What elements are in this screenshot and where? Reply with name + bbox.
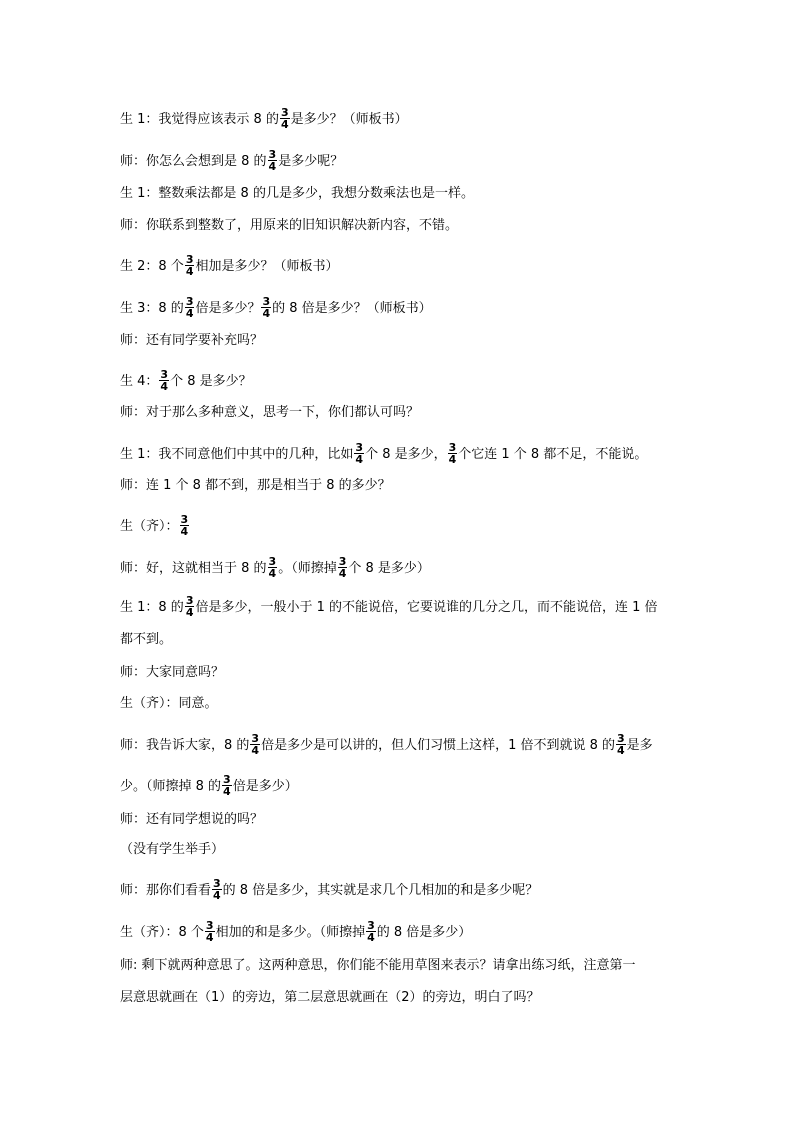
line-text: 生 4： xyxy=(120,374,159,389)
fraction-denominator: 4 xyxy=(338,567,347,580)
dialogue-line xyxy=(120,958,636,974)
line-text: 个 8 是多少） xyxy=(348,561,430,576)
dialogue-line xyxy=(120,879,538,902)
dialogue-line xyxy=(120,186,474,202)
line-text: 生 3：8 的 xyxy=(120,301,184,316)
fraction-three-quarters xyxy=(616,733,626,756)
line-text: 是多少呢？ xyxy=(278,154,344,169)
fraction-three-quarters xyxy=(205,920,215,943)
line-text: 倍是多少，一般小于 1 的不能说倍，它要说谁的几分之几，而不能说倍，连 1 倍 xyxy=(195,600,658,615)
dialogue-line xyxy=(120,696,218,712)
dialogue-line xyxy=(120,405,419,421)
line-text: 师：你联系到整数了，用原来的旧知识解决新内容，不错。 xyxy=(120,218,459,233)
fraction-denominator: 4 xyxy=(213,889,221,902)
dialogue-line xyxy=(120,734,653,757)
fraction-denominator: 4 xyxy=(185,606,194,619)
fraction-three-quarters xyxy=(159,369,169,392)
fraction-denominator: 4 xyxy=(617,744,625,757)
line-text: 的 8 倍是多少，其实就是求几个几相加的和是多少呢？ xyxy=(222,883,539,898)
fraction-three-quarters xyxy=(268,149,278,172)
fraction-denominator: 4 xyxy=(223,785,231,798)
fraction-denominator: 4 xyxy=(180,525,189,538)
fraction-three-quarters xyxy=(354,442,364,465)
line-text: 倍是多少） xyxy=(232,779,298,794)
line-text: 生 1：我觉得应该表示 8 的 xyxy=(120,112,279,127)
fraction-numerator: 3 xyxy=(185,594,194,607)
fraction-three-quarters xyxy=(180,514,190,537)
fraction-denominator: 4 xyxy=(268,160,277,173)
dialogue-line xyxy=(120,812,263,828)
line-text: 师：连 1 个 8 都不到，那是相当于 8 的多少？ xyxy=(120,478,391,493)
dialogue-line xyxy=(120,515,190,538)
fraction-numerator: 3 xyxy=(268,555,277,568)
line-text: 个 8 是多少， xyxy=(365,447,447,462)
dialogue-line xyxy=(120,775,298,798)
fraction-numerator: 3 xyxy=(280,106,289,119)
line-text: 生（齐）： xyxy=(120,519,179,534)
line-text: 的 8 倍是多少？（师板书） xyxy=(272,301,432,316)
line-text: 生（齐）：8 个 xyxy=(120,925,204,940)
line-text: 个它连 1 个 8 都不足，不能说。 xyxy=(458,447,648,462)
fraction-three-quarters xyxy=(268,556,278,579)
fraction-denominator: 4 xyxy=(262,307,271,320)
fraction-numerator: 3 xyxy=(338,555,347,568)
line-text: 相加是多少？（师板书） xyxy=(195,259,339,274)
fraction-three-quarters xyxy=(280,107,290,130)
fraction-three-quarters xyxy=(250,733,260,756)
line-text: 师：大家同意吗？ xyxy=(120,665,225,680)
fraction-denominator: 4 xyxy=(280,118,289,131)
fraction-numerator: 3 xyxy=(185,253,194,266)
fraction-denominator: 4 xyxy=(205,931,214,944)
line-text: 师：你怎么会想到是 8 的 xyxy=(120,154,267,169)
fraction-denominator: 4 xyxy=(367,931,375,944)
dialogue-line xyxy=(120,150,343,173)
fraction-three-quarters xyxy=(448,442,458,465)
fraction-denominator: 4 xyxy=(268,567,277,580)
line-text: 是多 xyxy=(626,738,653,753)
dialogue-line xyxy=(120,370,252,393)
fraction-three-quarters xyxy=(185,595,195,618)
fraction-three-quarters xyxy=(185,254,195,277)
line-text: 倍是多少？ xyxy=(195,301,261,316)
line-text: 生 1：整数乘法都是 8 的几是多少，我想分数乘法也是一样。 xyxy=(120,186,474,201)
fraction-numerator: 3 xyxy=(180,513,189,526)
fraction-numerator: 3 xyxy=(213,877,221,890)
line-text: 生（齐）：同意。 xyxy=(120,696,218,711)
line-text: 的 8 倍是多少） xyxy=(376,925,472,940)
fraction-denominator: 4 xyxy=(185,307,194,320)
line-text: 相加的和是多少。（师擦掉 xyxy=(215,925,366,940)
line-text: 是多少？（师板书） xyxy=(290,112,408,127)
line-text: 生 1：我不同意他们中其中的几种，比如 xyxy=(120,447,354,462)
line-text: 师：还有同学想说的吗？ xyxy=(120,812,264,827)
fraction-numerator: 3 xyxy=(251,732,260,745)
fraction-denominator: 4 xyxy=(355,453,364,466)
fraction-three-quarters xyxy=(185,296,195,319)
dialogue-line xyxy=(120,842,224,858)
line-text: （没有学生举手） xyxy=(120,842,225,857)
fraction-three-quarters xyxy=(338,556,348,579)
fraction-numerator: 3 xyxy=(160,368,169,381)
fraction-numerator: 3 xyxy=(617,732,625,745)
line-text: 师：对于那么多种意义，思考一下，你们都认可吗？ xyxy=(120,405,420,420)
dialogue-line xyxy=(120,990,540,1006)
line-text: 师：我告诉大家，8 的 xyxy=(120,738,250,753)
line-text: 少。（师擦掉 8 的 xyxy=(120,779,222,794)
line-text: 层意思就画在（1）的旁边，第二层意思就画在（2）的旁边，明白了吗？ xyxy=(120,990,540,1005)
dialogue-line xyxy=(120,921,471,944)
line-text: 师：好，这就相当于 8 的 xyxy=(120,561,267,576)
fraction-denominator: 4 xyxy=(160,380,169,393)
fraction-numerator: 3 xyxy=(262,295,271,308)
fraction-numerator: 3 xyxy=(355,441,364,454)
dialogue-line xyxy=(120,596,658,619)
fraction-numerator: 3 xyxy=(185,295,194,308)
fraction-three-quarters xyxy=(222,774,232,797)
fraction-numerator: 3 xyxy=(448,441,457,454)
dialogue-line xyxy=(120,108,408,131)
dialogue-line xyxy=(120,443,647,466)
line-text: 生 1：8 的 xyxy=(120,600,184,615)
line-text: 师: 剩下就两种意思了。这两种意思，你们能不能用草图来表示？请拿出练习纸，注意第一 xyxy=(120,958,636,973)
line-text: 都不到。 xyxy=(120,632,173,647)
dialogue-line xyxy=(120,297,432,320)
line-text: 倍是多少是可以讲的，但人们习惯上这样，1 倍不到就说 8 的 xyxy=(261,738,616,753)
fraction-numerator: 3 xyxy=(223,773,231,786)
fraction-denominator: 4 xyxy=(251,744,260,757)
dialogue-line xyxy=(120,557,430,580)
line-text: 个 8 是多少？ xyxy=(170,374,252,389)
fraction-denominator: 4 xyxy=(448,453,457,466)
dialogue-line xyxy=(120,255,338,278)
dialogue-line xyxy=(120,333,263,349)
dialogue-line xyxy=(120,632,172,648)
line-text: 生 2：8 个 xyxy=(120,259,184,274)
line-text: 。（师擦掉 xyxy=(278,561,337,576)
fraction-numerator: 3 xyxy=(205,919,214,932)
fraction-denominator: 4 xyxy=(185,265,194,278)
fraction-numerator: 3 xyxy=(268,148,277,161)
fraction-three-quarters xyxy=(212,878,222,901)
dialogue-line xyxy=(120,218,458,234)
dialogue-line xyxy=(120,665,224,681)
line-text: 师：那你们看看 xyxy=(120,883,212,898)
fraction-three-quarters xyxy=(261,296,271,319)
dialogue-line xyxy=(120,478,391,494)
fraction-three-quarters xyxy=(366,920,376,943)
fraction-numerator: 3 xyxy=(367,919,375,932)
line-text: 师：还有同学要补充吗？ xyxy=(120,333,264,348)
